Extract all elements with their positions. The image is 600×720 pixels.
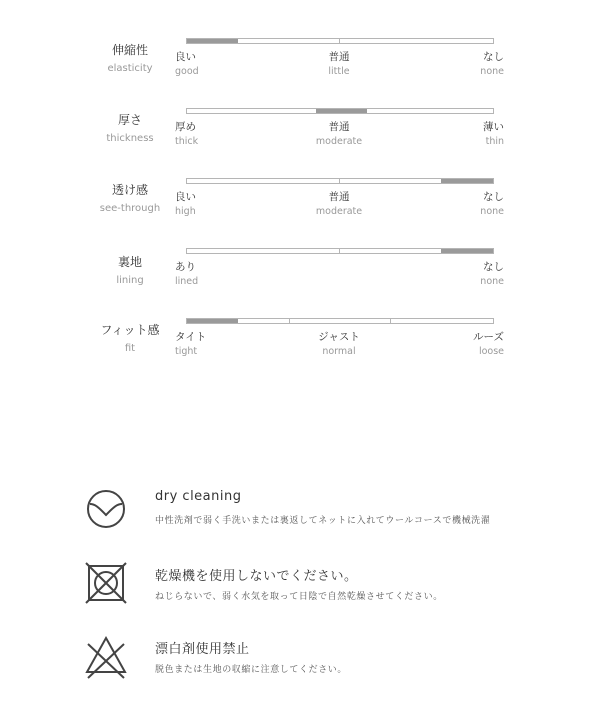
care-item-no-bleach [0, 636, 600, 696]
care-description: ねじらないで、弱く水気を取って日陰で自然乾燥させてください。 [155, 592, 443, 602]
scale-divider [339, 38, 340, 44]
scale-divider [289, 318, 290, 324]
scale-right-label: なし none [480, 51, 504, 77]
scale-divider [339, 248, 340, 254]
attribute-label [90, 254, 170, 288]
care-description: 脱色または生地の収縮に注意してください。 [155, 665, 348, 675]
scale-fill [441, 179, 493, 183]
scale-left-label: 厚め thick [175, 121, 199, 147]
scale-divider [339, 178, 340, 184]
scale-left-label: 良い high [175, 191, 196, 217]
scale-left-label: 良い good [175, 51, 199, 77]
attribute-label [90, 42, 170, 76]
attribute-label [90, 182, 170, 216]
no-tumble-dry-icon [82, 559, 130, 607]
scale-center-label: 普通 moderate [315, 121, 363, 147]
attribute-label [90, 112, 170, 146]
scale-center-label: 普通 moderate [315, 191, 363, 217]
scale-right-label: 薄い thin [483, 121, 504, 147]
scale-right-label: ルーズ loose [473, 331, 504, 357]
attribute-name-en: elasticity [107, 63, 153, 74]
scale-bar [186, 38, 494, 44]
dry-cleaning-icon [82, 485, 130, 533]
attribute-name-en: lining [116, 275, 144, 286]
attribute-name-jp: 裏地 [117, 255, 142, 269]
attribute-thickness [0, 108, 600, 168]
care-description: 中性洗剤で弱く手洗いまたは裏返してネットに入れてウールコースで機械洗濯 [155, 516, 491, 526]
care-item-no-tumble-dry [0, 563, 600, 623]
attribute-name-jp: 厚さ [117, 113, 142, 127]
care-item-dry-cleaning [0, 487, 600, 547]
scale-right-label: なし none [480, 191, 504, 217]
no-bleach-icon [82, 632, 130, 680]
scale-right-label: なし none [480, 261, 504, 287]
scale-fill [441, 249, 493, 253]
attribute-name-en: fit [124, 343, 136, 354]
attribute-name-en: see-through [99, 203, 161, 214]
scale-left-label: あり lined [175, 261, 199, 287]
scale-bar [186, 248, 494, 254]
scale-fill [187, 39, 238, 43]
scale-fill [316, 109, 367, 113]
attribute-fit [0, 318, 600, 378]
scale-center-label: 普通 little [328, 51, 350, 77]
scale-fill [187, 319, 238, 323]
attribute-name-jp: フィット感 [100, 323, 160, 337]
scale-bar [186, 108, 494, 114]
attribute-elasticity [0, 38, 600, 98]
attribute-see-through [0, 178, 600, 238]
attribute-name-en: thickness [106, 133, 154, 144]
scale-left-label: タイト tight [175, 331, 207, 357]
attribute-name-jp: 伸縮性 [111, 43, 148, 57]
attribute-name-jp: 透け感 [111, 183, 148, 197]
care-title: 漂白剤使用禁止 [155, 642, 250, 657]
scale-divider [390, 318, 391, 324]
scale-bar [186, 318, 494, 324]
care-title: 乾燥機を使用しないでください。 [155, 569, 358, 584]
attribute-label [90, 322, 170, 356]
attribute-lining [0, 248, 600, 308]
scale-center-label: ジャスト normal [318, 331, 360, 357]
care-title: dry cleaning [155, 489, 242, 504]
scale-bar [186, 178, 494, 184]
